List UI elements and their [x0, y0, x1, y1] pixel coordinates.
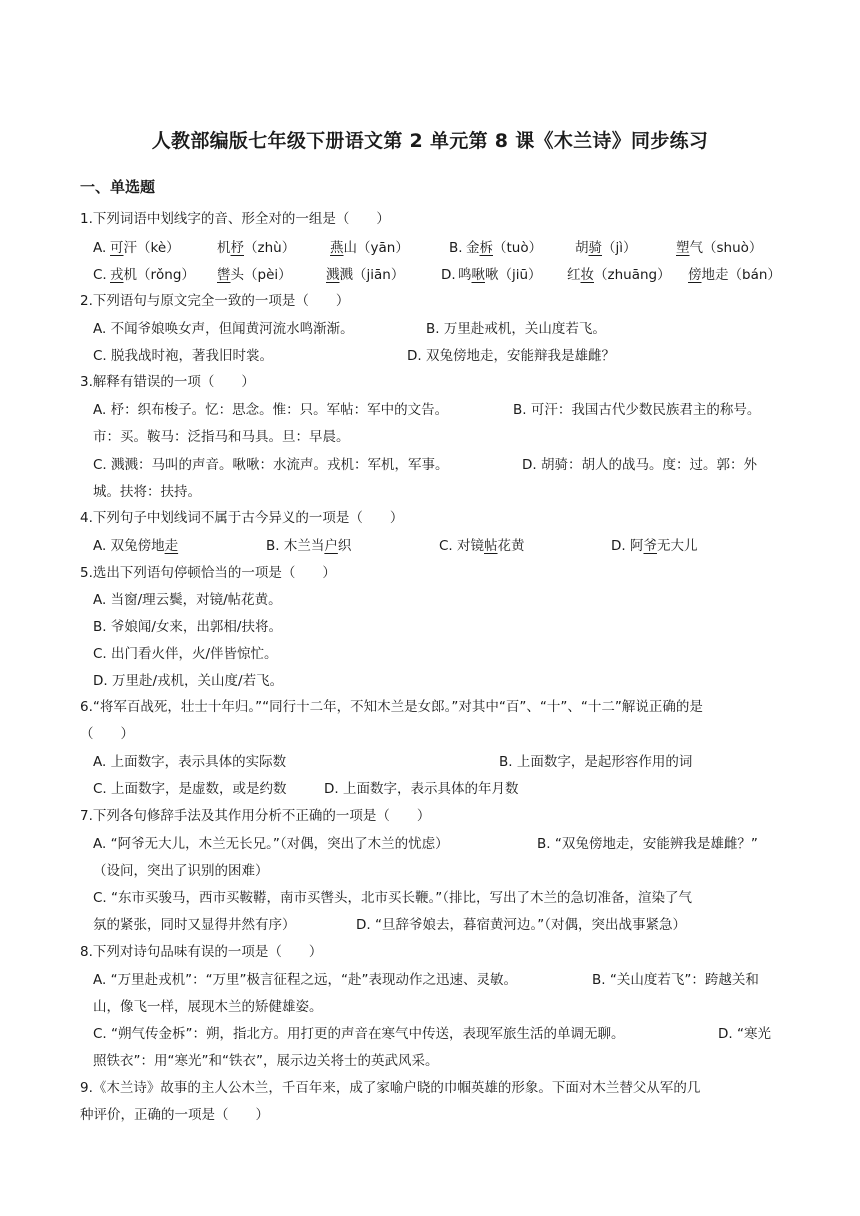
question-7-line-2: （设问，突出了识别的困难）	[93, 863, 269, 879]
question-5-option-c: C. 出门看火伴，火/伴皆惊忙。	[93, 646, 278, 662]
option-a-item-2: 机杼（zhù）	[217, 240, 296, 256]
option-d-label: D.	[441, 267, 456, 283]
document-title: 人教部编版七年级下册语文第 2 单元第 8 课《木兰诗》同步练习	[151, 130, 709, 152]
question-6-option-a: A. 上面数字，表示具体的实际数	[93, 754, 287, 770]
option-c-item-1: 戎机（rǒng）	[110, 267, 195, 283]
question-8-line-4: 照铁衣”：用“寒光”和“铁衣”，展示边关将士的英武风采。	[93, 1053, 439, 1069]
question-7-stem: 7.下列各句修辞手法及其作用分析不正确的一项是（ ）	[80, 808, 431, 824]
question-1-row-2	[93, 265, 813, 285]
question-1-row-1	[93, 238, 813, 258]
option-c-label: C.	[93, 267, 107, 283]
question-8-stem: 8.下列对诗句品味有误的一项是（ ）	[80, 944, 323, 960]
option-c-item-2: 辔头（pèi）	[217, 267, 292, 283]
question-6-stem-cont: （ ）	[80, 726, 134, 742]
question-4-option-c: C. 对镜帖花黄	[439, 538, 525, 554]
question-9-stem: 9.《木兰诗》故事的主人公木兰，千百年来，成了家喻户晓的巾帼英雄的形象。下面对木兰替父从军的几	[80, 1080, 701, 1096]
question-8-option-c: C. “朔气传金柝”：朔，指北方。用打更的声音在寒气中传送，表现军旅生活的单调无聊。	[93, 1026, 625, 1042]
option-b-item-2: 胡骑（jì）	[575, 240, 637, 256]
question-4-stem: 4.下列句子中划线词不属于古今异义的一项是（ ）	[80, 510, 404, 526]
option-c-item-3: 溅溅（jiān）	[326, 267, 405, 283]
option-a-item-1: 可汗（kè）	[110, 240, 180, 256]
option-d-item-2: 红妆（zhuāng）	[567, 267, 671, 283]
question-5-option-d: D. 万里赴/戎机，关山度/若飞。	[93, 673, 284, 689]
question-5-stem: 5.选出下列语句停顿恰当的一项是（ ）	[80, 565, 336, 581]
question-9-stem-cont: 种评价，正确的一项是（ ）	[80, 1107, 269, 1123]
question-8-option-b: B. “关山度若飞”：跨越关和	[592, 972, 759, 988]
question-2-option-c: C. 脱我战时袍，著我旧时裳。	[93, 348, 274, 364]
question-6-stem: 6.“将军百战死，壮士十年归。”“同行十二年，不知木兰是女郎。”对其中“百”、“十”、“十二”解说正确的是	[80, 699, 703, 715]
question-6-option-b: B. 上面数字，是起形容作用的词	[499, 754, 693, 770]
question-6-option-c: C. 上面数字，是虚数，或是约数	[93, 781, 287, 797]
question-4-option-a: A. 双兔傍地走	[93, 538, 179, 554]
question-3-option-a: A. 杼：织布梭子。忆：思念。惟：只。军帖：军中的文告。	[93, 402, 449, 418]
question-7-option-a: A. “阿爷无大儿，木兰无长兄。”（对偶，突出了木兰的忧虑）	[93, 836, 449, 852]
question-2-stem: 2.下列语句与原文完全一致的一项是（ ）	[80, 293, 350, 309]
question-2-option-d: D. 双兔傍地走，安能辩我是雄雌？	[407, 348, 615, 364]
question-7-option-c: C. “东市买骏马，西市买鞍鞯，南市买辔头，北市买长鞭。”（排比，写出了木兰的急切准备，渲染了气	[93, 890, 692, 906]
option-a-item-3: 燕山（yān）	[330, 240, 409, 256]
question-8-line-2: 山，像飞一样，展现木兰的矫健雄姿。	[93, 999, 323, 1015]
question-3-line-2: 市：买。鞍马：泛指马和马具。旦：早晨。	[93, 429, 350, 445]
question-2-option-a: A. 不闻爷娘唤女声，但闻黄河流水鸣渐渐。	[93, 321, 354, 337]
question-3-option-c: C. 溅溅：马叫的声音。啾啾：水流声。戎机：军机，军事。	[93, 457, 449, 473]
question-2-option-b: B. 万里赴戒机，关山度若飞。	[426, 321, 606, 337]
question-7-option-b: B. “双兔傍地走，安能辨我是雄雌？”	[537, 836, 758, 852]
option-a-label: A.	[93, 240, 107, 256]
question-7-line-4: 氛的紧张，同时又显得井然有序）	[93, 917, 296, 933]
question-3-stem: 3.解释有错误的一项（ ）	[80, 374, 255, 390]
option-b-item-3: 塑气（shuò）	[676, 240, 763, 256]
question-6-option-d: D. 上面数字，表示具体的年月数	[324, 781, 519, 797]
option-b-label: B.	[449, 240, 463, 256]
option-d-item-3: 傍地走（bán）	[688, 267, 781, 283]
question-8-option-d: D. “寒光	[718, 1026, 771, 1042]
question-3-option-d: D. 胡骑：胡人的战马。度：过。郭：外	[522, 457, 757, 473]
question-3-option-b: B. 可汗：我国古代少数民族君主的称号。	[513, 402, 761, 418]
question-1-stem: 1.下列词语中划线字的音、形全对的一组是（ ）	[80, 211, 390, 227]
question-5-option-a: A. 当窗/理云鬓，对镜/帖花黄。	[93, 592, 282, 608]
question-3-line-4: 城。扶将：扶持。	[93, 484, 201, 500]
option-b-item-1: 金柝（tuò）	[466, 240, 543, 256]
question-4-option-b: B. 木兰当户织	[266, 538, 352, 554]
option-d-item-1: 鸣啾啾（jiū）	[458, 267, 542, 283]
question-5-option-b: B. 爷娘闻/女来，出郭相/扶将。	[93, 619, 282, 635]
question-7-option-d: D. “旦辞爷娘去，暮宿黄河边。”（对偶，突出战事紧急）	[356, 917, 686, 933]
question-4-option-d: D. 阿爷无大儿	[611, 538, 698, 554]
question-8-option-a: A. “万里赴戎机”：“万里”极言征程之远，“赴”表现动作之迅速、灵敏。	[93, 972, 518, 988]
section-heading: 一、单选题	[80, 178, 156, 196]
